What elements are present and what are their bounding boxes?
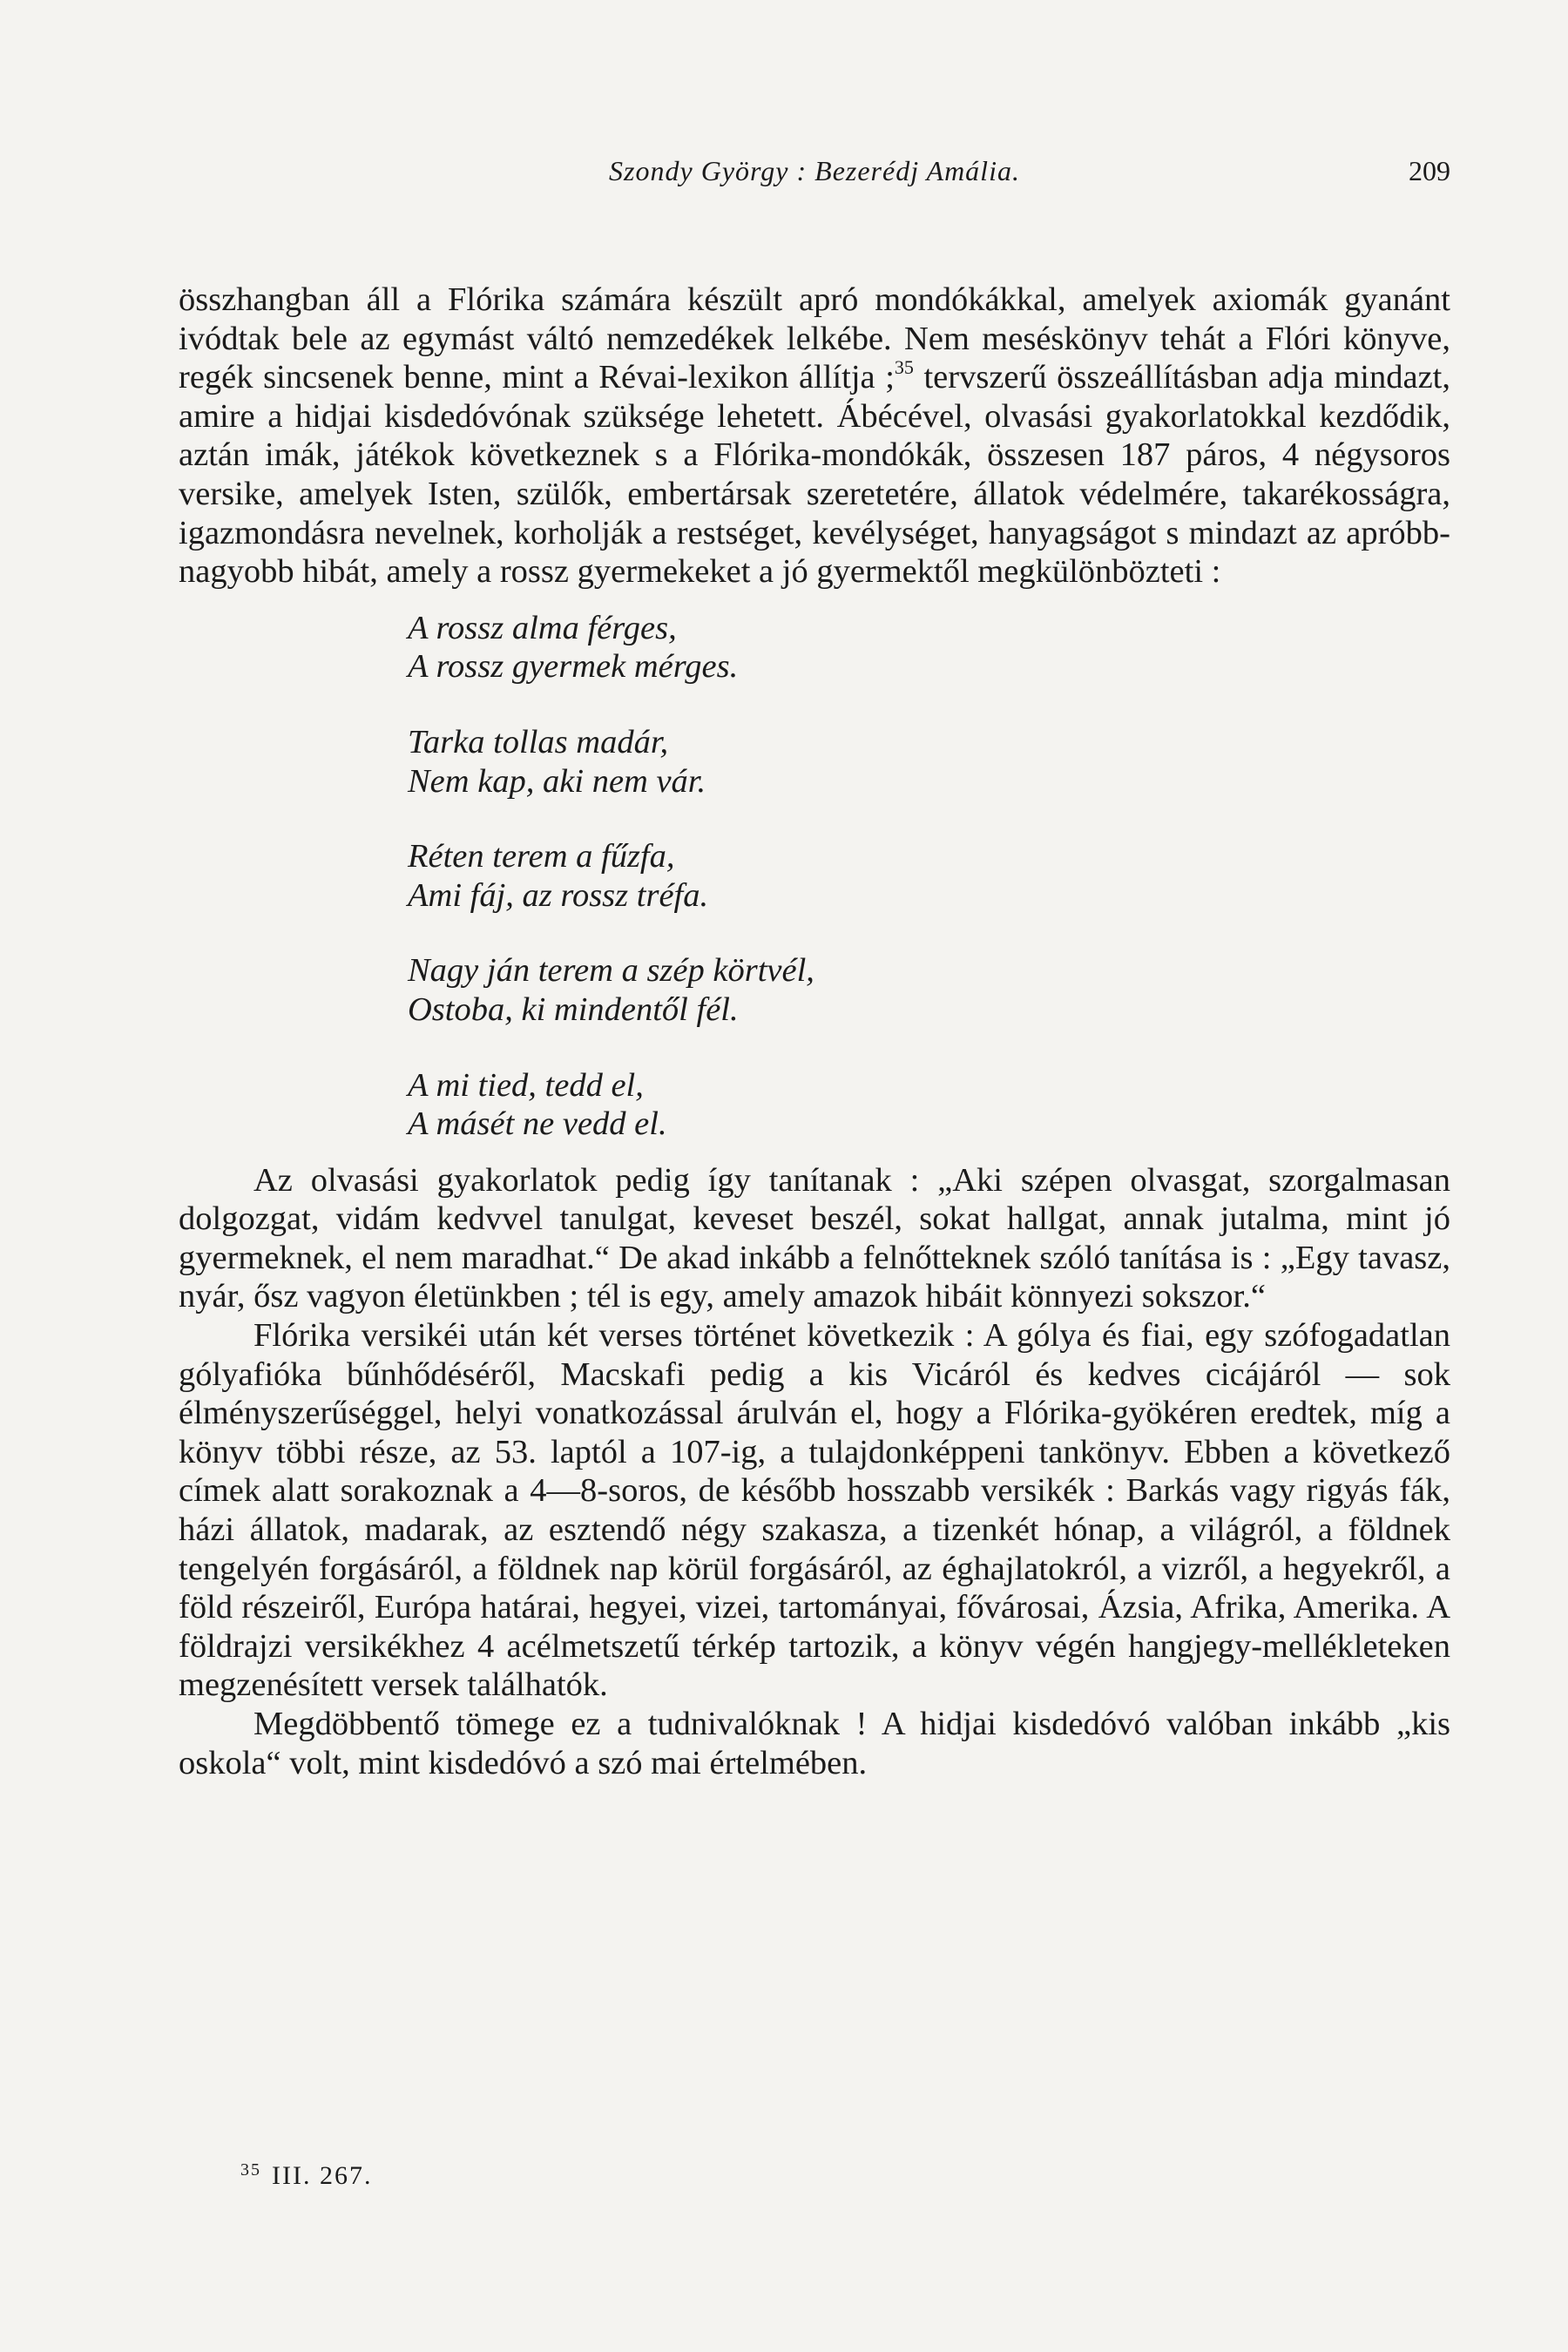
verse-line: Nagy ján terem a szép körtvél,	[408, 952, 814, 990]
running-head	[179, 155, 1450, 199]
paragraph-3: Flórika versikéi után két verses történet következik : A gólya és fiai, egy szófogadatlan gólyafióka bűnhődéséről, Macskafi pedig a kis Vicáról és kedves cicájáról — sok élményszerűséggel, helyi vonatkozással árulván el, hogy a Flórika-gyökéren eredtek, míg a könyv többi része, az 53. laptól a 107-ig, a tulajdonképpeni tankönyv. Ebben a következő címek alatt sorakoznak a 4—8-soros, de később hosszabb versikék : Barkás vagy rigyás fák, házi állatok, madarak, az esztendő négy szakasza, a tizenkét hónap, a világról, a földnek tengelyén forgásáról, a földnek nap körül forgásáról, az éghajlatokról, a vizről, a hegyekről, a föld részeiről, Európa határai, hegyei, vizei, tartományai, fővárosai, Ázsia, Afrika, Amerika. A földrajzi versikékhez 4 acélmetszetű térkép tartozik, a könyv végén hangjegy-mellékleteken megzenésített versek találhatók.	[179, 1317, 1450, 1704]
paragraph-1-part-1: összhangban áll a Flórika számára készült apró mondókákkal, amelyek axiomák gyanánt ivódtak bele az egymást váltó nemzedékek lelkébe. Nem meséskönyv tehát a Flóri könyve, regék sincsenek benne, mint a Révai-lexikon állítja ;	[179, 281, 1450, 396]
verse-line: Réten terem a fűzfa,	[408, 838, 675, 875]
stanza-1	[408, 609, 1450, 686]
verse-line: Ami fáj, az rossz tréfa.	[408, 876, 709, 914]
body-text	[179, 280, 1450, 1782]
footnote-mark: 35	[240, 2160, 261, 2180]
stanza-5	[408, 1066, 1450, 1144]
paragraph-4: Megdöbbentő tömege ez a tudnivalóknak ! A hidjai kisdedóvó valóban inkább „kis oskola“ volt, mint kisdedóvó a szó mai értelmében.	[179, 1706, 1450, 1781]
running-title: Szondy György : Bezerédj Amália.	[609, 155, 1020, 186]
footnote-text: III. 267.	[272, 2161, 373, 2190]
footnote	[240, 2160, 372, 2191]
verse-line: A másét ne vedd el.	[408, 1105, 667, 1143]
page-number: 209	[1409, 155, 1450, 186]
paragraph-2: Az olvasási gyakorlatok pedig így tanítanak : „Aki szépen olvasgat, szorgalmasan dolgozgat, vidám kedvvel tanulgat, keveset beszél, sokat hallgat, annak jutalma, mint jó gyermeknek, el nem maradhat.“ De akad inkább a felnőtteknek szóló tanítása is : „Egy tavasz, nyár, ősz vagyon életünkben ; tél is egy, amely amazok hibáit könnyezi sokszor.“	[179, 1161, 1450, 1315]
verse-line: A mi tied, tedd el,	[408, 1066, 644, 1104]
paragraph-1	[179, 280, 1450, 591]
stanza-4	[408, 951, 1450, 1029]
verse-line: A rossz alma férges,	[408, 609, 677, 646]
stanza-2	[408, 723, 1450, 801]
footnote-reference: 35	[894, 356, 914, 379]
verse-line: A rossz gyermek mérges.	[408, 648, 739, 686]
verse-line: Ostoba, ki mindentől fél.	[408, 990, 739, 1028]
verse-line: Nem kap, aki nem vár.	[408, 762, 706, 800]
verse-line: Tarka tollas madár,	[408, 723, 669, 760]
verse-block	[408, 609, 1450, 1144]
paragraph-1-part-2: tervszerű összeállításban adja mindazt, amire a hidjai kisdedóvónak szüksége lehetett. Ábécével, olvasási gyakorlatokkal kezdődik, aztán imák, játékok következnek s a Flórika-mondókák, összesen 187 páros, 4 négysoros versike, amelyek Isten, szülők, embertársak szeretetére, állatok védelmére, takarékosságra, igazmondásra nevelnek, korholják a restséget, kevélységet, hanyagságot s mindazt az apróbb-nagyobb hibát, amely a rossz gyermekeket a jó gyermektől megkülönbözteti :	[179, 359, 1450, 591]
stanza-3	[408, 837, 1450, 915]
